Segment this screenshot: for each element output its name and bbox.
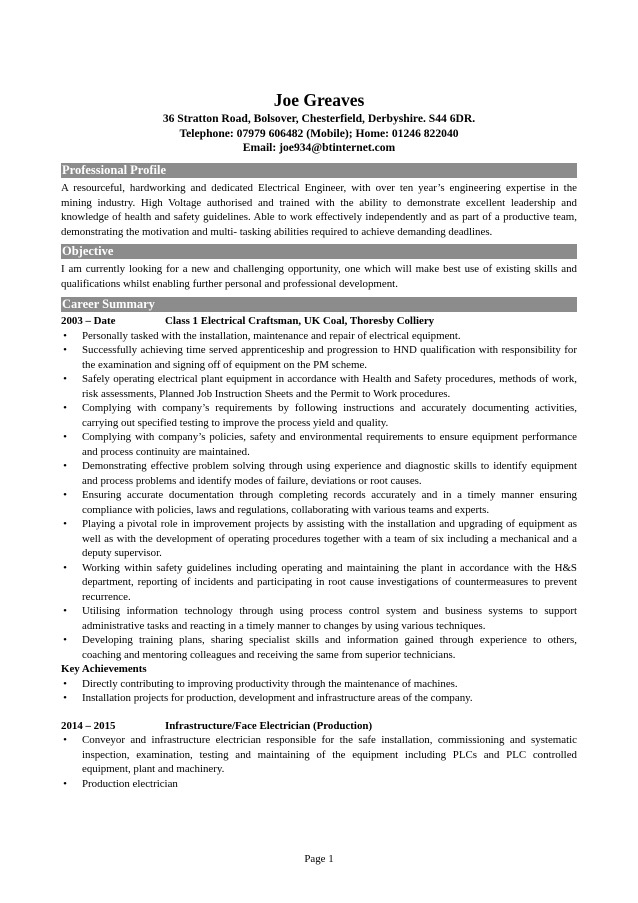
bullet-icon: • (63, 431, 67, 443)
list-item: • Developing training plans, sharing specialist skills and information gained through experience to others, coaching and mentoring colleagues and receiving the same from superior technicians. (61, 633, 577, 662)
section-header-career-summary: Career Summary (61, 297, 577, 312)
list-item: • Complying with company’s policies, safety and environmental requirements to ensure equipment performance and process continuity are maintained. (61, 430, 577, 459)
email-line: Email: joe934@btinternet.com (242, 141, 396, 155)
list-item: • Safely operating electrical plant equipment in accordance with Health and Safety procedures, methods of work, risk assessments, Planned Job Instruction Sheets and the Permit to Work procedures. (61, 372, 577, 401)
bullet-icon: • (63, 561, 67, 574)
job-role: Class 1 Electrical Craftsman, UK Coal, Thoresby Colliery (165, 315, 435, 327)
bullet-icon: • (63, 677, 67, 690)
list-item: • Installation projects for production, development and infrastructure areas of the company. (61, 691, 577, 706)
bullet-icon: • (63, 634, 67, 646)
key-achievements-heading: Key Achievements (61, 663, 147, 675)
list-item: • Directly contributing to improving productivity through the maintenance of machines. (61, 677, 577, 692)
candidate-name: Joe Greaves (273, 90, 365, 110)
bullet-icon: • (63, 605, 67, 617)
list-item: • Production electrician (61, 777, 577, 792)
bullet-icon: • (63, 329, 67, 342)
telephone-line: Telephone: 07979 606482 (Mobile); Home: 01246 822040 (179, 126, 459, 140)
address-line: 36 Stratton Road, Bolsover, Chesterfield, Derbyshire. S44 6DR. (162, 112, 476, 125)
list-item: • Ensuring accurate documentation through completing records accurately and in a timely manner ensuring compliance with policies, laws and regulations, collaborating with various teams and experts. (61, 488, 577, 517)
job-role: Infrastructure/Face Electrician (Production) (165, 719, 373, 732)
bullet-icon: • (63, 373, 67, 385)
job-date: 2003 – Date (61, 315, 116, 327)
job-heading (61, 314, 577, 329)
list-item: • Utilising information technology through using process control system and business systems to support administrative tasks and reacting in a timely manner to changes by using various techniques. (61, 604, 577, 633)
list-item: • Successfully achieving time served apprenticeship and progression to HND qualification with responsibility for the examination and signing off of equipment on the PM scheme. (61, 343, 577, 372)
bullet-icon: • (63, 344, 67, 356)
list-item: • Complying with company’s requirements by following instructions and accurately documenting activities, carrying out specified testing to improve the process yield and quality. (61, 401, 577, 430)
list-item: • Conveyor and infrastructure electrician responsible for the safe installation, commissioning and systematic inspection, examination, testing and maintaining of the equipment including PLCs and PLC controlled equipment, plant and machinery. (61, 733, 577, 777)
bullet-icon: • (63, 734, 67, 746)
objective-text: I am currently looking for a new and challenging opportunity, one which will make best use of existing skills and qualifications whilst enabling further personal and professional development. (61, 263, 577, 290)
section-header-professional-profile: Professional Profile (61, 163, 577, 178)
bullet-icon: • (63, 692, 67, 704)
list-item: • Demonstrating effective problem solving through using experience and diagnostic skills to identify equipment and process problems and identify modes of failure, deviations or root causes. (61, 459, 577, 488)
bullet-icon: • (63, 460, 67, 472)
resume-body (61, 163, 577, 791)
page-number: Page 1 (304, 853, 334, 865)
list-item: • Working within safety guidelines including operating and maintaining the plant in accordance with the H&S department, reporting of incidents and participating in root cause investigations of countermeasures to prevent recurrence. (61, 561, 577, 605)
bullet-icon: • (63, 489, 67, 501)
contact-block (0, 112, 638, 156)
job-duties-list (61, 329, 577, 663)
achievements-list (61, 677, 577, 706)
job-date: 2014 – 2015 (61, 719, 116, 732)
section-header-objective: Objective (61, 244, 577, 259)
profile-text: A resourceful, hardworking and dedicated Electrical Engineer, with over ten year’s engineering expertise in the mining industry. High Voltage authorised and trained with the ability to demonstrate excellent leadership and knowledge of health and safety guidelines. Able to work effectively independently and as part of a productive team, demonstrating the motivation and multi- tasking abilities required to achieve demanding deadlines. (61, 182, 577, 238)
bullet-icon: • (63, 402, 67, 414)
job-duties-list (61, 733, 577, 791)
bullet-icon: • (63, 518, 67, 530)
job-heading (61, 719, 577, 734)
list-item: • Personally tasked with the installation, maintenance and repair of electrical equipment. (61, 329, 577, 344)
list-item: • Playing a pivotal role in improvement projects by assisting with the installation and upgrading of equipment as well as with the development of operating procedures together with a team of six including a mechanical and a deputy supervisor. (61, 517, 577, 561)
bullet-icon: • (63, 777, 67, 790)
